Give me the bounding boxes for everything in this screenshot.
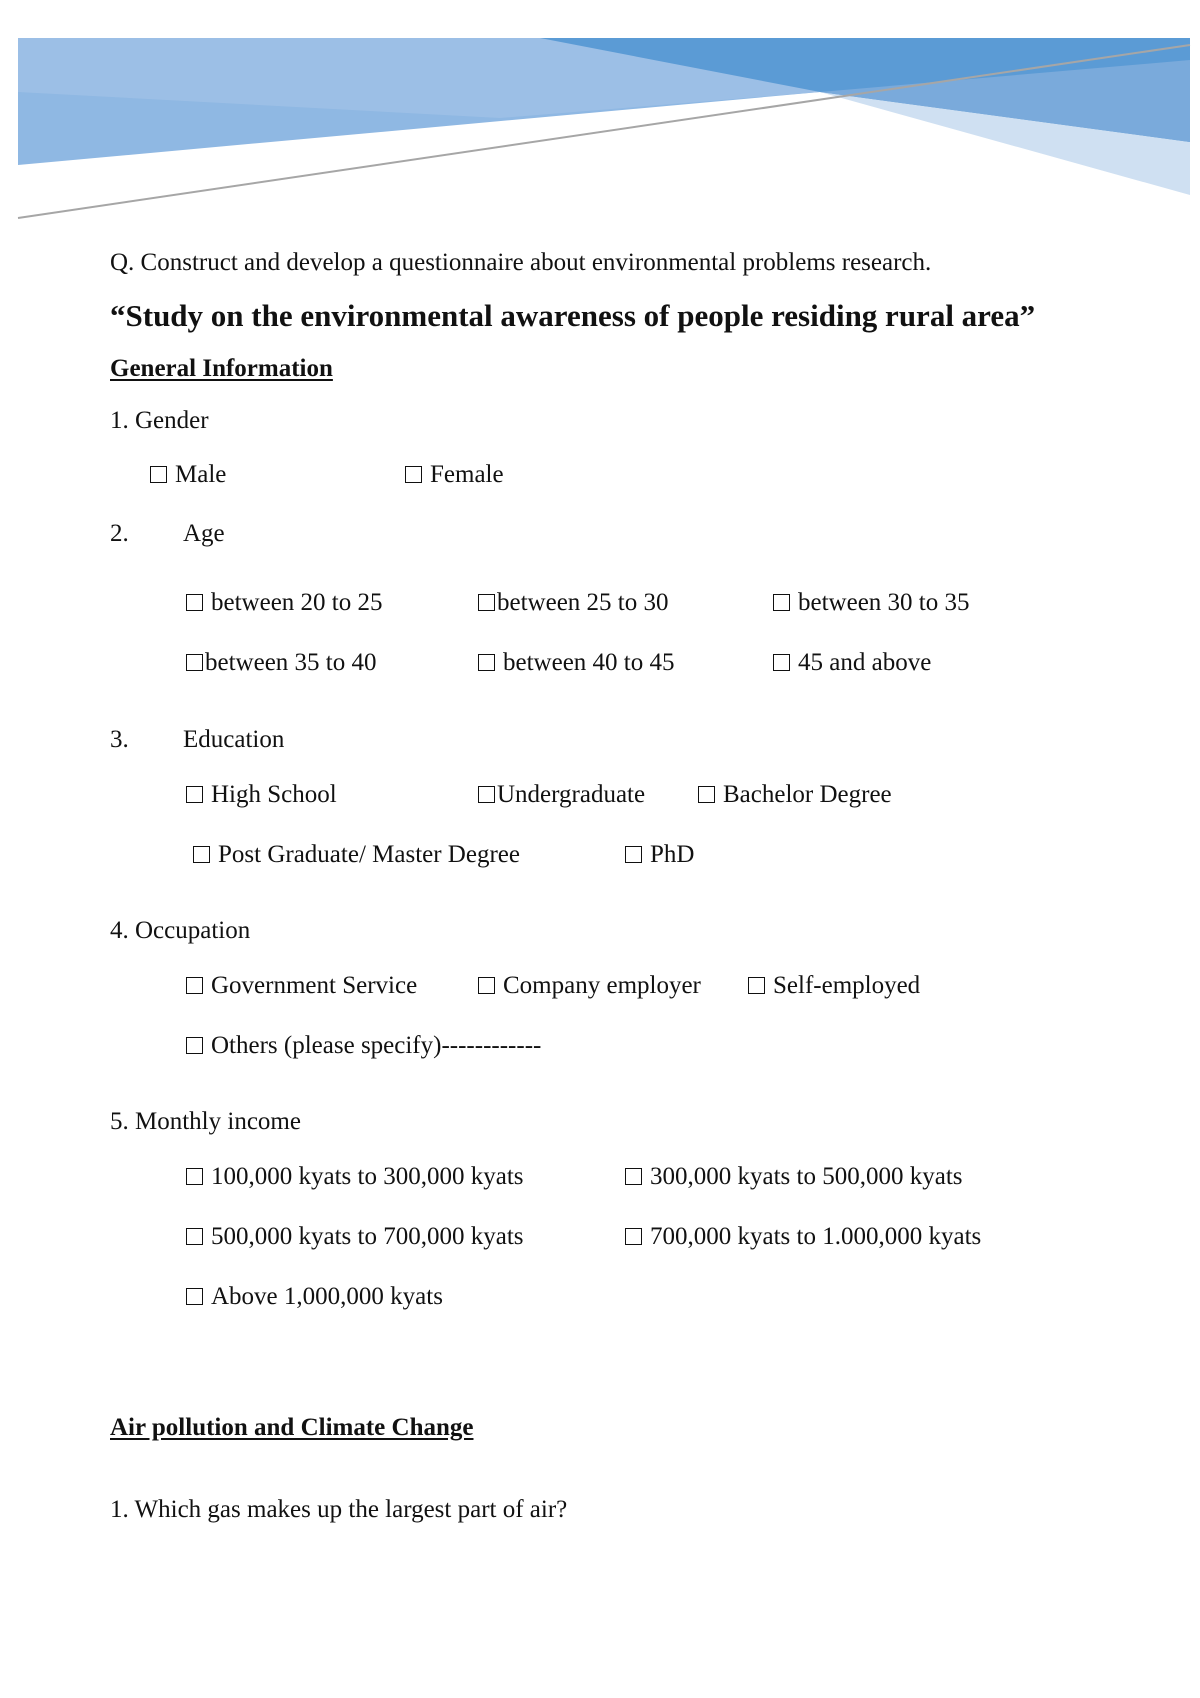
option-label: 45 and above xyxy=(798,649,932,676)
occupation-option-others[interactable] xyxy=(186,1033,541,1058)
income-option-above-1m[interactable] xyxy=(186,1284,443,1309)
checkbox-icon[interactable] xyxy=(698,786,715,803)
option-label: Post Graduate/ Master Degree xyxy=(218,841,520,868)
checkbox-icon[interactable] xyxy=(478,654,495,671)
option-label: Others (please specify)------------ xyxy=(211,1032,542,1059)
age-option-25-30[interactable] xyxy=(478,590,668,615)
income-label: 5. Monthly income xyxy=(110,1108,301,1135)
education-option-phd[interactable] xyxy=(625,842,694,867)
air-question-1: 1. Which gas makes up the largest part of air? xyxy=(110,1496,568,1523)
gender-label: 1. Gender xyxy=(110,407,209,434)
option-label: 500,000 kyats to 700,000 kyats xyxy=(211,1223,524,1250)
option-label: 700,000 kyats to 1.000,000 kyats xyxy=(650,1223,982,1250)
section-heading-air-pollution: Air pollution and Climate Change xyxy=(110,1414,474,1441)
header-banner xyxy=(0,0,1200,230)
education-option-high-school[interactable] xyxy=(186,782,337,807)
checkbox-icon[interactable] xyxy=(625,1228,642,1245)
option-label: between 20 to 25 xyxy=(211,589,383,616)
option-label: PhD xyxy=(650,841,695,868)
option-label: Female xyxy=(430,461,504,488)
option-label: Undergraduate xyxy=(497,781,646,808)
gender-option-female[interactable] xyxy=(405,462,504,487)
checkbox-icon[interactable] xyxy=(625,846,642,863)
checkbox-icon[interactable] xyxy=(405,466,422,483)
checkbox-icon[interactable] xyxy=(478,977,495,994)
income-option-100k-300k[interactable] xyxy=(186,1164,524,1189)
option-label: Government Service xyxy=(211,972,418,999)
option-label: High School xyxy=(211,781,337,808)
checkbox-icon[interactable] xyxy=(186,1288,203,1305)
checkbox-icon[interactable] xyxy=(186,786,203,803)
section-heading-general: General Information xyxy=(110,355,333,382)
checkbox-icon[interactable] xyxy=(186,1037,203,1054)
option-label: Self-employed xyxy=(773,972,921,999)
age-option-40-45[interactable] xyxy=(478,650,674,675)
checkbox-icon[interactable] xyxy=(193,846,210,863)
option-label: between 35 to 40 xyxy=(205,649,377,676)
option-label: 300,000 kyats to 500,000 kyats xyxy=(650,1163,963,1190)
checkbox-icon[interactable] xyxy=(186,594,203,611)
checkbox-icon[interactable] xyxy=(150,466,167,483)
option-label: between 25 to 30 xyxy=(497,589,669,616)
education-label: Education xyxy=(183,726,285,753)
gender-option-male[interactable] xyxy=(150,462,226,487)
education-option-post-graduate[interactable] xyxy=(193,842,520,867)
option-label: Male xyxy=(175,461,227,488)
checkbox-icon[interactable] xyxy=(186,1228,203,1245)
education-number: 3. xyxy=(110,726,129,753)
education-option-bachelor[interactable] xyxy=(698,782,892,807)
occupation-option-self-employed[interactable] xyxy=(748,973,920,998)
income-option-500k-700k[interactable] xyxy=(186,1224,524,1249)
education-option-undergraduate[interactable] xyxy=(478,782,645,807)
checkbox-icon[interactable] xyxy=(773,654,790,671)
option-label: Bachelor Degree xyxy=(723,781,892,808)
option-label: 100,000 kyats to 300,000 kyats xyxy=(211,1163,524,1190)
age-option-20-25[interactable] xyxy=(186,590,382,615)
occupation-option-company[interactable] xyxy=(478,973,701,998)
checkbox-icon[interactable] xyxy=(186,977,203,994)
option-label: between 30 to 35 xyxy=(798,589,970,616)
option-label: Above 1,000,000 kyats xyxy=(211,1283,443,1310)
option-label: between 40 to 45 xyxy=(503,649,675,676)
occupation-option-government[interactable] xyxy=(186,973,417,998)
age-option-35-40[interactable] xyxy=(186,650,376,675)
checkbox-icon[interactable] xyxy=(186,654,203,671)
checkbox-icon[interactable] xyxy=(748,977,765,994)
option-label: Company employer xyxy=(503,972,701,999)
page-title: “Study on the environmental awareness of people residing rural area” xyxy=(110,298,1036,333)
income-option-700k-1m[interactable] xyxy=(625,1224,981,1249)
checkbox-icon[interactable] xyxy=(625,1168,642,1185)
age-option-30-35[interactable] xyxy=(773,590,969,615)
checkbox-icon[interactable] xyxy=(478,786,495,803)
occupation-label: 4. Occupation xyxy=(110,917,251,944)
age-label: Age xyxy=(183,520,225,547)
income-option-300k-500k[interactable] xyxy=(625,1164,963,1189)
age-number: 2. xyxy=(110,520,129,547)
checkbox-icon[interactable] xyxy=(186,1168,203,1185)
checkbox-icon[interactable] xyxy=(773,594,790,611)
checkbox-icon[interactable] xyxy=(478,594,495,611)
question-text: Q. Construct and develop a questionnaire about environmental problems research. xyxy=(110,249,932,276)
age-option-45-above[interactable] xyxy=(773,650,931,675)
